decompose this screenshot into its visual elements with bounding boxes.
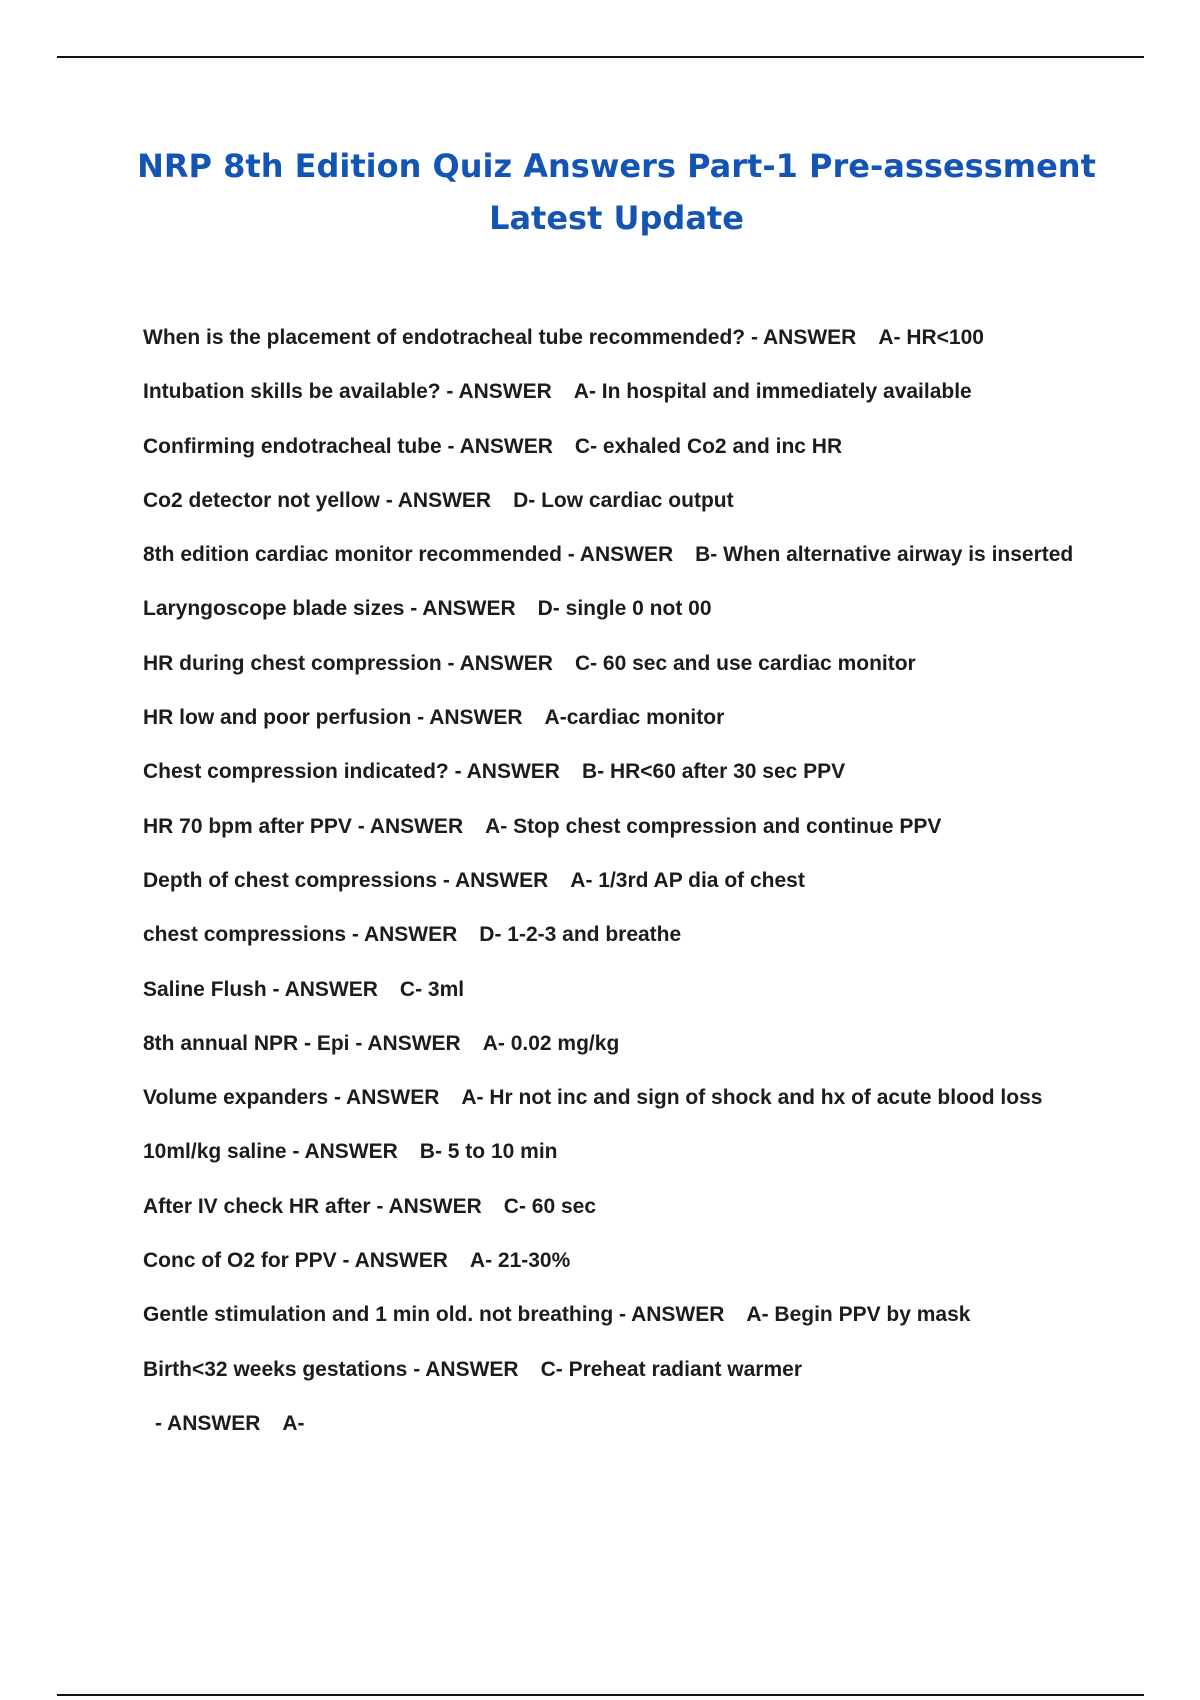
question-text: Co2 detector not yellow - ANSWER [143, 488, 492, 512]
question-text: Gentle stimulation and 1 min old. not breathing - ANSWER [143, 1303, 725, 1327]
top-rule [57, 56, 1144, 58]
answer-text: C- Preheat radiant warmer [540, 1357, 803, 1381]
document-title: NRP 8th Edition Quiz Answers Part-1 Pre-assessment Latest Update [137, 147, 1096, 237]
question-text: Volume expanders - ANSWER [143, 1086, 440, 1110]
answer-text: A- Begin PPV by mask [746, 1303, 971, 1327]
answer-text: A- HR<100 [878, 326, 984, 349]
qa-item [143, 915, 1153, 969]
answer-text: A- 1/3rd AP dia of chest [570, 868, 805, 892]
qa-list [143, 318, 1153, 1458]
answer-text: A- Hr not inc and sign of shock and hx of acute blood loss [461, 1086, 1043, 1110]
qa-item [143, 752, 1153, 806]
qa-item [143, 698, 1153, 752]
question-text: Saline Flush - ANSWER [143, 977, 378, 1001]
question-text: - ANSWER [155, 1411, 261, 1435]
question-text: 8th edition cardiac monitor recommended - ANSWER [143, 543, 674, 567]
answer-text: C- 60 sec and use cardiac monitor [574, 651, 916, 675]
answer-text: C- 60 sec [503, 1194, 597, 1218]
question-text: HR during chest compression - ANSWER [143, 651, 553, 675]
answer-text: A- 21-30% [469, 1249, 571, 1273]
qa-item [143, 644, 1153, 698]
question-text: After IV check HR after - ANSWER [143, 1194, 482, 1218]
answer-text: B- HR<60 after 30 sec PPV [581, 760, 846, 784]
question-text: Depth of chest compressions - ANSWER [143, 868, 549, 892]
question-text: 8th annual NPR - Epi - ANSWER [143, 1031, 461, 1055]
answer-text: D- single 0 not 00 [537, 597, 712, 621]
question-text: chest compressions - ANSWER [143, 923, 458, 947]
qa-item [143, 372, 1153, 426]
qa-item [143, 1404, 1153, 1458]
question-text: HR low and poor perfusion - ANSWER [143, 706, 523, 730]
answer-text: C- exhaled Co2 and inc HR [574, 434, 843, 458]
qa-item [143, 1078, 1153, 1132]
question-text: Birth<32 weeks gestations - ANSWER [143, 1357, 519, 1381]
qa-item [143, 535, 1153, 589]
qa-item [143, 1024, 1153, 1078]
question-text: Intubation skills be available? - ANSWER [143, 380, 552, 404]
qa-item [143, 318, 1153, 372]
question-text: Laryngoscope blade sizes - ANSWER [143, 597, 516, 621]
answer-text: B- When alternative airway is inserted [695, 543, 1074, 567]
question-text: Confirming endotracheal tube - ANSWER [143, 434, 553, 458]
question-text: 10ml/kg saline - ANSWER [143, 1140, 398, 1164]
qa-item [143, 861, 1153, 915]
question-text: When is the placement of endotracheal tube recommended? - ANSWER [143, 326, 857, 349]
answer-text: A-cardiac monitor [544, 706, 725, 730]
question-text: HR 70 bpm after PPV - ANSWER [143, 814, 464, 838]
qa-item [143, 589, 1153, 643]
qa-item [143, 1295, 1153, 1349]
qa-item [143, 807, 1153, 861]
answer-text: A- Stop chest compression and continue PPV [485, 814, 942, 838]
answer-text: D- 1-2-3 and breathe [479, 923, 682, 947]
qa-item [143, 427, 1153, 481]
qa-item [143, 481, 1153, 535]
answer-text: C- 3ml [399, 977, 465, 1001]
answer-text: A- In hospital and immediately available [573, 380, 972, 404]
question-text: Conc of O2 for PPV - ANSWER [143, 1249, 448, 1273]
qa-item [143, 970, 1153, 1024]
bottom-rule [57, 1694, 1144, 1696]
qa-item [143, 1187, 1153, 1241]
qa-item [143, 1132, 1153, 1186]
qa-item [143, 1350, 1153, 1404]
qa-item [143, 1241, 1153, 1295]
answer-text: B- 5 to 10 min [419, 1140, 558, 1164]
answer-text: A- 0.02 mg/kg [482, 1031, 620, 1055]
answer-text: D- Low cardiac output [513, 488, 734, 512]
question-text: Chest compression indicated? - ANSWER [143, 760, 560, 784]
answer-text: A- [282, 1411, 305, 1435]
